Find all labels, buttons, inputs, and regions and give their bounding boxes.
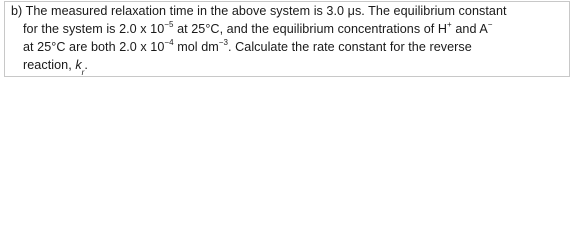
- question-text-4a: reaction,: [23, 58, 76, 72]
- question-text-1: The measured relaxation time in the above system is 3.0 μs. The equilibrium constant: [25, 4, 507, 18]
- question-text-2a: for the system is 2.0 x 10: [23, 22, 165, 36]
- question-line-4: [23, 57, 88, 77]
- unit-exponent: −3: [218, 37, 229, 47]
- question-part-label: b): [11, 4, 23, 18]
- question-text-2b: at 25°C, and the equilibrium concentrations of H: [173, 22, 448, 36]
- question-line-2: [23, 21, 493, 38]
- exponent: −4: [164, 37, 174, 47]
- anion-charge: −: [487, 19, 493, 29]
- question-text-3a: at 25°C are both 2.0 x 10: [23, 40, 165, 54]
- rate-constant-symbol: k: [75, 58, 82, 72]
- question-text-3b: mol dm: [173, 40, 219, 54]
- question-text-3c: . Calculate the rate constant for the reverse: [228, 40, 472, 54]
- question-box: [4, 1, 570, 77]
- hydrogen-ion-charge: +: [447, 19, 452, 29]
- question-text-2c: and A: [451, 22, 488, 36]
- question-line-1: [11, 3, 507, 20]
- question-line-3: [23, 39, 472, 56]
- exponent: −5: [164, 19, 174, 29]
- question-text-4-end: .: [84, 58, 88, 72]
- rate-constant-subscript: r: [81, 67, 85, 77]
